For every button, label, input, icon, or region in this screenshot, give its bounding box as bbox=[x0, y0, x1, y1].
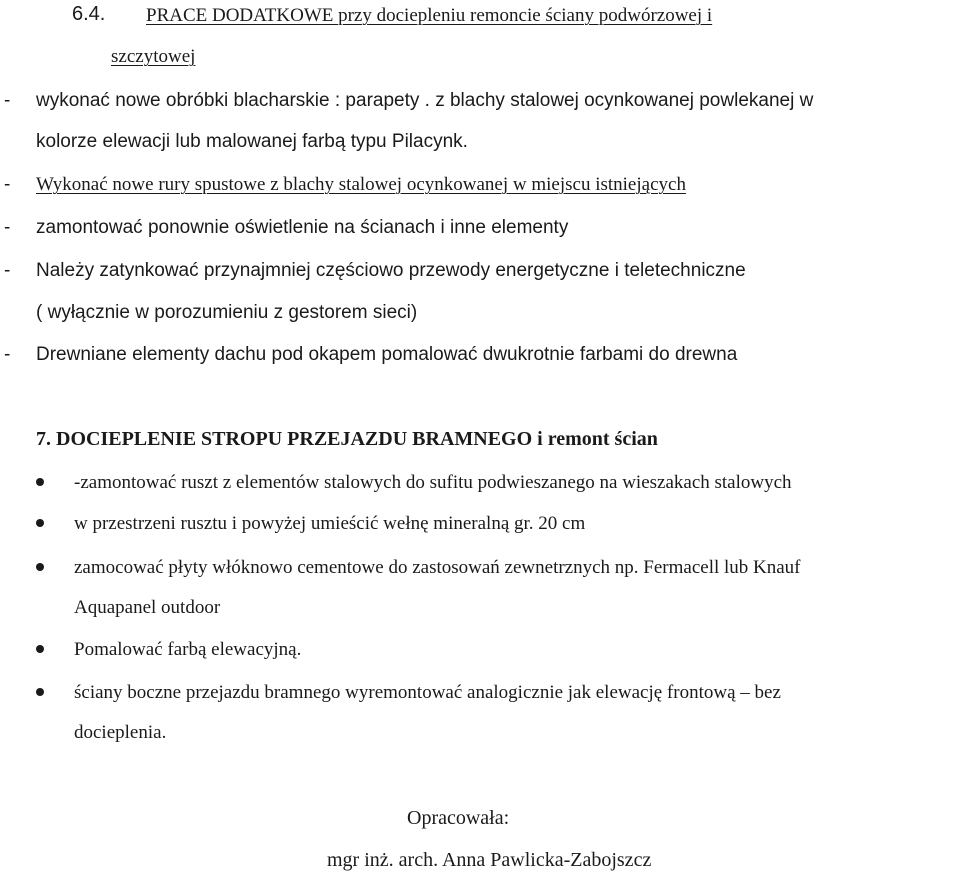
list-item-text: zamontować ponownie oświetlenie na ścianach i inne elementy bbox=[36, 217, 569, 238]
dash-marker: - bbox=[4, 260, 11, 281]
list-item-text: Należy zatynkować przynajmniej częściowo przewody energetyczne i teletechniczne bbox=[36, 260, 746, 281]
list-item-text: Drewniane elementy dachu pod okapem pomalować dwukrotnie farbami do drewna bbox=[36, 344, 738, 365]
list-item-text: docieplenia. bbox=[74, 722, 167, 743]
list-item-text: ściany boczne przejazdu bramnego wyremontować analogicznie jak elewację frontową – bez bbox=[74, 682, 781, 703]
dash-marker: - bbox=[4, 217, 11, 238]
list-item-text: Wykonać nowe rury spustowe z blachy stalowej ocynkowanej w miejscu istniejących bbox=[36, 174, 686, 195]
dash-marker: - bbox=[4, 90, 11, 111]
list-item-text: w przestrzeni rusztu i powyżej umieścić wełnę mineralną gr. 20 cm bbox=[74, 513, 586, 534]
bullet-icon bbox=[36, 688, 44, 696]
section-title-line-2: szczytowej bbox=[111, 46, 196, 67]
dash-marker: - bbox=[4, 344, 11, 365]
list-item-text: zamocować płyty włóknowo cementowe do zastosowań zewnetrznych np. Fermacell lub Knauf bbox=[74, 557, 801, 578]
section-title-line-1: PRACE DODATKOWE przy dociepleniu remoncie ściany podwórzowej i bbox=[146, 5, 713, 26]
dash-marker: - bbox=[4, 174, 11, 195]
signature-name: mgr inż. arch. Anna Pawlicka-Zabojszcz bbox=[327, 849, 652, 871]
list-item-text: ( wyłącznie w porozumieniu z gestorem sieci) bbox=[36, 302, 418, 323]
bullet-icon bbox=[36, 519, 44, 527]
section-7-heading: 7. DOCIEPLENIE STROPU PRZEJAZDU BRAMNEGO i remont ścian bbox=[36, 428, 658, 450]
bullet-icon bbox=[36, 563, 44, 571]
list-item-text: wykonać nowe obróbki blacharskie : parapety . z blachy stalowej ocynkowanej powlekanej w bbox=[36, 90, 814, 111]
list-item-text: -zamontować ruszt z elementów stalowych do sufitu podwieszanego na wieszakach stalowych bbox=[74, 472, 792, 493]
list-item-text: Aquapanel outdoor bbox=[74, 597, 221, 618]
list-item-text: Pomalować farbą elewacyjną. bbox=[74, 639, 302, 660]
list-item-text: kolorze elewacji lub malowanej farbą typu Pilacynk. bbox=[36, 131, 468, 152]
signature-label: Opracowała: bbox=[407, 807, 510, 829]
bullet-icon bbox=[36, 645, 44, 653]
bullet-icon bbox=[36, 478, 44, 486]
section-number: 6.4. bbox=[72, 3, 106, 25]
